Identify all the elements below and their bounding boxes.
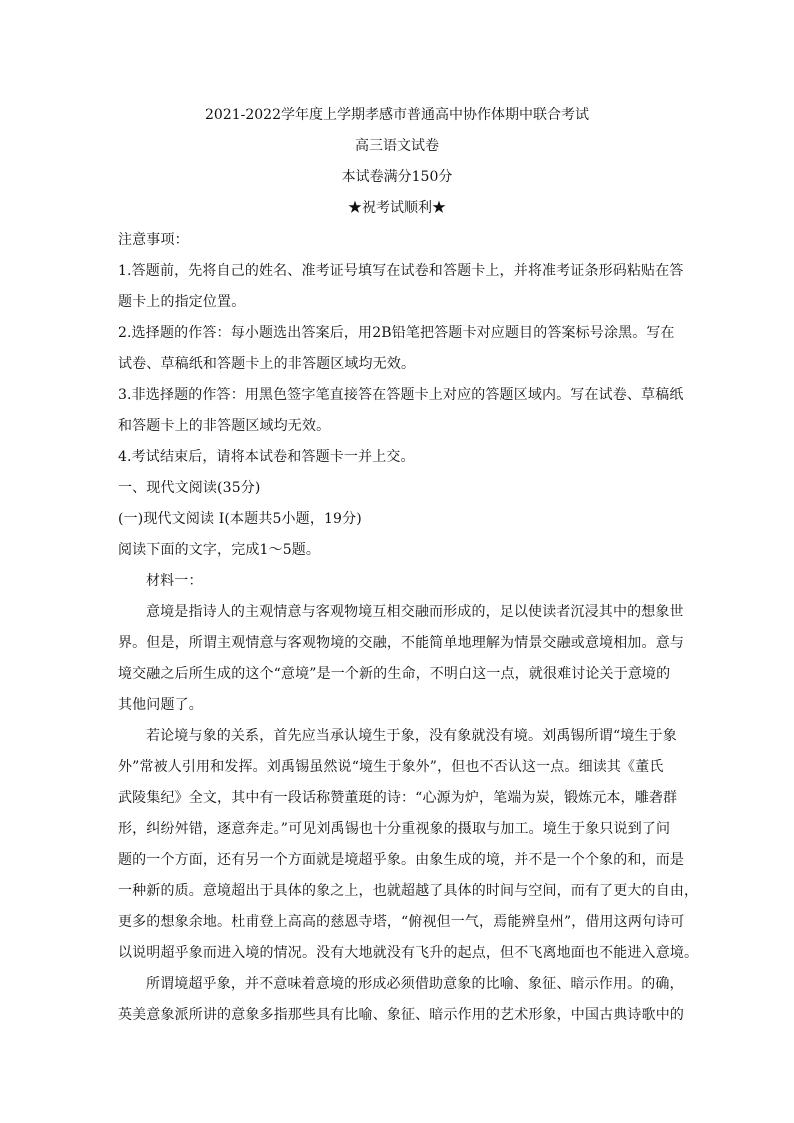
- material-label: 材料一：: [146, 573, 203, 589]
- passage-line: 所谓境超乎象，并不意味着意境的形成必须借助意象的比喻、象征、暗示作用。的确，: [146, 976, 684, 992]
- section-title: 一、现代文阅读(35分): [118, 480, 261, 496]
- passage-line: 其他问题了。: [118, 697, 203, 713]
- passage-line: 题的一个方面，还有另一个方面就是境超乎象。由象生成的境，并不是一个个象的和，而是: [118, 852, 684, 868]
- passage-line: 意境是指诗人的主观情意与客观物境互相交融而形成的，足以使读者沉浸其中的想象世: [146, 604, 684, 620]
- passage-line: 界。但是，所谓主观情意与客观物境的交融，不能简单地理解为情景交融或意境相加。意与: [118, 635, 684, 651]
- passage-line: 境交融之后所生成的这个“意境”是一个新的生命，不明白这一点，就很难讨论关于意境的: [118, 666, 671, 682]
- passage-line: 若论境与象的关系，首先应当承认境生于象，没有象就没有境。刘禹锡所谓“境生于象: [146, 728, 677, 744]
- notes-line: 试卷、草稿纸和答题卡上的非答题区域均无效。: [118, 356, 416, 372]
- notes-heading: 注意事项：: [118, 232, 189, 248]
- blessing-line: ★祝考试顺利★: [348, 200, 446, 216]
- reading-instruction: 阅读下面的文字，完成1～5题。: [118, 542, 321, 558]
- notes-line: 和答题卡上的非答题区域均无效。: [118, 418, 331, 434]
- notes-line: 1.答题前，先将自己的姓名、准考证号填写在试卷和答题卡上，并将准考证条形码粘贴在答: [118, 263, 684, 279]
- passage-line: 以说明超乎象而进入境的情况。没有大地就没有飞升的起点，但不飞离地面也不能进入意境。: [118, 945, 699, 961]
- notes-line: 题卡上的指定位置。: [118, 294, 246, 310]
- subject-title: 高三语文试卷: [355, 138, 439, 154]
- passage-line: 一种新的质。意境超出于具体的象之上，也就超越了具体的时间与空间，而有了更大的自由，: [118, 883, 699, 899]
- section-subtitle: (一)现代文阅读 I(本题共5小题，19分): [118, 511, 362, 527]
- exam-title: 2021-2022学年度上学期孝感市普通高中协作体期中联合考试: [205, 107, 589, 123]
- full-score-note: 本试卷满分150分: [341, 169, 453, 185]
- notes-line: 4.考试结束后，请将本试卷和答题卡一并上交。: [118, 449, 415, 465]
- passage-line: 英美意象派所讲的意象多指那些具有比喻、象征、暗示作用的艺术形象，中国古典诗歌中的: [118, 1007, 684, 1023]
- passage-line: 武陵集纪》全文，其中有一段话称赞董珽的诗：“心源为炉，笔端为炭，锻炼元本，雕砻群: [118, 790, 678, 806]
- passage-line: 更多的想象余地。杜甫登上高高的慈恩寺塔，“俯视但一气，焉能辨皇州”，借用这两句诗可: [118, 914, 685, 930]
- notes-line: 3.非选择题的作答：用黑色签字笔直接答在答题卡上对应的答题区域内。写在试卷、草稿纸: [118, 387, 684, 403]
- passage-line: 外”常被人引用和发挥。刘禹锡虽然说“境生于象外”，但也不否认这一点。细读其《董氏: [118, 759, 664, 775]
- passage-line: 形，纠纷舛错，逐意奔走。”可见刘禹锡也十分重视象的摄取与加工。境生于象只说到了问: [118, 821, 671, 837]
- notes-line: 2.选择题的作答：每小题选出答案后，用2B铅笔把答题卡对应题目的答案标号涂黑。写在: [118, 325, 675, 341]
